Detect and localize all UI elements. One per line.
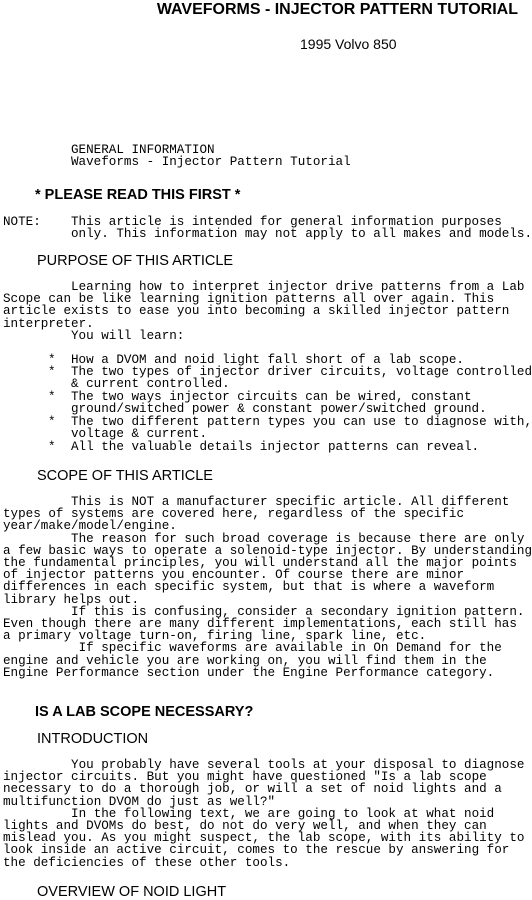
- section-heading-purpose: PURPOSE OF THIS ARTICLE: [37, 253, 234, 269]
- general-info-line: GENERAL INFORMATION: [71, 143, 215, 157]
- note-label: NOTE:: [3, 215, 41, 229]
- section-heading-scope: SCOPE OF THIS ARTICLE: [37, 468, 213, 484]
- section-heading-lab-scope: IS A LAB SCOPE NECESSARY?: [35, 704, 254, 720]
- you-will-learn-label: You will learn:: [71, 329, 185, 343]
- section-heading-introduction: INTRODUCTION: [37, 731, 149, 747]
- bullet-marker: *: [48, 390, 56, 404]
- page-title: WAVEFORMS - INJECTOR PATTERN TUTORIAL: [156, 1, 518, 18]
- general-info-subtitle: Waveforms - Injector Pattern Tutorial: [71, 155, 351, 169]
- note-text-line: This article is intended for general information purposes: [71, 215, 502, 229]
- scope-paragraph: This is NOT a manufacturer specific article. All different types of systems are covered here, regardless of the specific year/make/model/engine. The reason for such broad coverage is because there are only a few basic ways to operate a solenoid-type injector. By understanding the fundamental principles, you will understand all the major points of injector patterns you encounter. Of course there are minor differences in each specific system, but that is where a waveform library helps out. If this is confusing, consider a secondary ignition pattern. Even though there are many different implementations, each still has a primary voltage turn-on, firing line, spark line, etc. If specific waveforms are available in On Demand for the engine and vehicle you are working on, you will find them in the Engine Performance section under the Engine Performance category.: [3, 495, 532, 680]
- bullet-marker: *: [48, 415, 56, 429]
- bullet-item: The two ways injector circuits can be wired, constant ground/switched power & constant power/switched ground.: [71, 390, 487, 417]
- please-read-heading: * PLEASE READ THIS FIRST *: [35, 187, 241, 203]
- bullet-marker: *: [48, 365, 56, 379]
- note-text-line: only. This information may not apply to all makes and models.: [71, 227, 532, 241]
- bullet-marker: *: [48, 353, 56, 367]
- bullet-item: All the valuable details injector patterns can reveal.: [71, 440, 480, 454]
- bullet-item: The two types of injector driver circuits, voltage controlled & current controlled.: [71, 365, 532, 392]
- introduction-paragraph: You probably have several tools at your disposal to diagnose injector circuits. But you might have questioned "Is a lab scope necessary to do a thorough job, or will a set of noid lights and a multifunction DVOM do just as well?" In the following text, we are going to look at what noid lights and DVOMs do best, do not do very well, and when they can mislead you. As you might suspect, the lab scope, with its ability to look inside an active circuit, comes to the rescue by answering for the deficiencies of these other tools.: [3, 758, 525, 870]
- section-heading-noid-light: OVERVIEW OF NOID LIGHT: [37, 884, 227, 900]
- purpose-paragraph: Learning how to interpret injector drive patterns from a Lab Scope can be like learning ignition patterns all over again. This article exists to ease you into becoming a skilled injector pattern interpreter.: [3, 280, 525, 331]
- bullet-item: How a DVOM and noid light fall short of a lab scope.: [71, 353, 464, 367]
- vehicle-label: 1995 Volvo 850: [300, 36, 397, 52]
- bullet-marker: *: [48, 440, 56, 454]
- bullet-item: The two different pattern types you can use to diagnose with, voltage & current.: [71, 415, 532, 442]
